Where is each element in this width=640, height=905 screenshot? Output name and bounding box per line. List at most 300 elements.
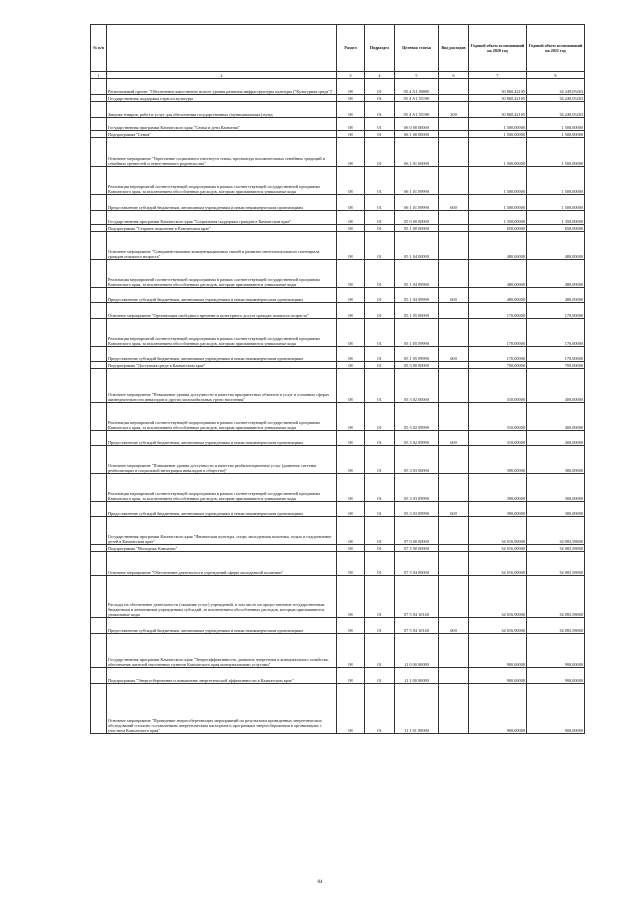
item-name: Предоставление субсидий бюджетным, автономным учреждениям и иным некоммерческим организациям	[107, 431, 337, 446]
colnum: 2	[107, 72, 337, 79]
razdel-cell: 08	[337, 95, 365, 102]
razdel-cell: 08	[337, 403, 365, 431]
amount-2020-cell: 900,00000	[469, 684, 527, 734]
table-row	[91, 431, 585, 446]
item-name: Подпрограмма "Энергосбережение и повышение энергетической эффективности в Камчатском крае"	[107, 668, 337, 684]
podrazdel-cell: 01	[365, 576, 395, 618]
amount-2020-cell: 170,00000	[469, 319, 527, 347]
amount-2021-cell: 650,00000	[527, 225, 585, 232]
header-row	[91, 25, 585, 72]
razdel-cell: 08	[337, 225, 365, 232]
tselevaya-cell: 11 1 01 00000	[395, 684, 439, 734]
podrazdel-cell: 01	[365, 211, 395, 225]
podrazdel-cell: 01	[365, 403, 395, 431]
tselevaya-cell: 06 1 01 00000	[395, 138, 439, 167]
table-row	[91, 474, 585, 502]
vid-cell: 600	[439, 431, 469, 446]
amount-2021-cell: 170,00000	[527, 319, 585, 347]
table-row	[91, 403, 585, 431]
amount-2020-cell: 700,00000	[469, 362, 527, 369]
amount-2020-cell: 900,00000	[469, 634, 527, 668]
table-row	[91, 517, 585, 545]
table-row	[91, 102, 585, 118]
vid-cell	[439, 576, 469, 618]
tselevaya-cell: 11 1 00 00000	[395, 668, 439, 684]
amount-2021-cell: 480,00000	[527, 260, 585, 288]
page-number: 84	[317, 880, 323, 885]
colnum: 5	[395, 72, 439, 79]
razdel-cell: 08	[337, 319, 365, 347]
podrazdel-cell: 01	[365, 102, 395, 118]
vid-cell	[439, 552, 469, 576]
podrazdel-cell: 01	[365, 167, 395, 195]
row-number	[91, 369, 107, 403]
table-row	[91, 211, 585, 225]
amount-2021-cell: 34 083,58800	[527, 576, 585, 618]
vid-cell	[439, 634, 469, 668]
item-name: Основное мероприятие "Организация свободного времени и культурного досуга граждан пожилого возраста"	[107, 303, 337, 319]
podrazdel-cell: 01	[365, 634, 395, 668]
tselevaya-cell: 07 5 00 00000	[395, 545, 439, 552]
table-row	[91, 79, 585, 95]
razdel-cell: 08	[337, 118, 365, 131]
row-number	[91, 618, 107, 634]
header-num: № п/п	[91, 25, 107, 72]
podrazdel-cell: 01	[365, 684, 395, 734]
amount-2020-cell: 390,00000	[469, 502, 527, 517]
razdel-cell: 08	[337, 167, 365, 195]
podrazdel-cell: 01	[365, 517, 395, 545]
razdel-cell: 08	[337, 303, 365, 319]
row-number	[91, 446, 107, 474]
podrazdel-cell: 01	[365, 362, 395, 369]
vid-cell	[439, 668, 469, 684]
amount-2020-cell: 480,00000	[469, 232, 527, 260]
vid-cell	[439, 118, 469, 131]
row-number	[91, 303, 107, 319]
podrazdel-cell: 01	[365, 260, 395, 288]
razdel-cell: 08	[337, 347, 365, 362]
colnum: 6	[439, 72, 469, 79]
tselevaya-cell: 05 1 00 00000	[395, 225, 439, 232]
amount-2020-cell: 34 016,90000	[469, 618, 527, 634]
vid-cell	[439, 446, 469, 474]
amount-2021-cell: 170,00000	[527, 303, 585, 319]
table-row	[91, 303, 585, 319]
amount-2020-cell: 34 016,90000	[469, 517, 527, 545]
amount-2020-cell: 310,00000	[469, 431, 527, 446]
colnum: 8	[527, 72, 585, 79]
amount-2020-cell: 310,00000	[469, 403, 527, 431]
item-name: Закупка товаров, работ и услуг для обеспечения государственных (муниципальных) нужд	[107, 102, 337, 118]
podrazdel-cell: 01	[365, 552, 395, 576]
razdel-cell: 08	[337, 474, 365, 502]
item-name: Предоставление субсидий бюджетным, автономным учреждениям и иным некоммерческим организациям	[107, 195, 337, 211]
item-name: Подпрограмма "Семья"	[107, 131, 337, 138]
vid-cell: 200	[439, 102, 469, 118]
amount-2020-cell: 1 500,00000	[469, 118, 527, 131]
row-number	[91, 347, 107, 362]
razdel-cell: 08	[337, 131, 365, 138]
razdel-cell: 08	[337, 288, 365, 303]
item-name: Основное мероприятие "Укрепление социального института семьи, пропаганда положительных семейных традиций и семейных ценностей и ответственного родительства"	[107, 138, 337, 167]
table-row	[91, 446, 585, 474]
item-name: Основное мероприятие "Повышение уровня доступности и качества приоритетных объектов и услуг в основных сферах жизнедеятельности инвалидов и других маломобильных групп населения"	[107, 369, 337, 403]
amount-2020-cell: 310,00000	[469, 369, 527, 403]
row-number	[91, 260, 107, 288]
tselevaya-cell: 05 4 А1 55190	[395, 95, 439, 102]
amount-2020-cell: 1 500,00000	[469, 195, 527, 211]
row-number	[91, 474, 107, 502]
header-podrazdel: Подраздел	[365, 25, 395, 72]
vid-cell	[439, 545, 469, 552]
amount-2021-cell: 34 083,58800	[527, 545, 585, 552]
tselevaya-cell: 06 1 00 00000	[395, 131, 439, 138]
amount-2020-cell: 30 860,42105	[469, 102, 527, 118]
row-number	[91, 225, 107, 232]
tselevaya-cell: 05 4 А1 00000	[395, 79, 439, 95]
item-name: Государственная поддержка отрасли культуры	[107, 95, 337, 102]
amount-2021-cell: 900,00000	[527, 634, 585, 668]
table-row	[91, 576, 585, 618]
table-row	[91, 502, 585, 517]
vid-cell	[439, 362, 469, 369]
table-row	[91, 95, 585, 102]
podrazdel-cell: 01	[365, 195, 395, 211]
table-row	[91, 545, 585, 552]
vid-cell	[439, 369, 469, 403]
razdel-cell: 08	[337, 634, 365, 668]
table-row	[91, 225, 585, 232]
amount-2021-cell: 1 500,00000	[527, 118, 585, 131]
amount-2020-cell: 1 500,00000	[469, 138, 527, 167]
table-row	[91, 288, 585, 303]
razdel-cell: 08	[337, 138, 365, 167]
row-number	[91, 131, 107, 138]
amount-2020-cell: 1 500,00000	[469, 167, 527, 195]
razdel-cell: 08	[337, 195, 365, 211]
razdel-cell: 08	[337, 446, 365, 474]
item-name: Государственная программа Камчатского края "Социальная поддержка граждан в Камчатском крае"	[107, 211, 337, 225]
razdel-cell: 08	[337, 618, 365, 634]
vid-cell	[439, 211, 469, 225]
amount-2021-cell: 300,00000	[527, 446, 585, 474]
table-row	[91, 684, 585, 734]
amount-2021-cell: 34 083,58800	[527, 517, 585, 545]
row-number	[91, 138, 107, 167]
razdel-cell: 08	[337, 232, 365, 260]
tselevaya-cell: 05 1 04 00000	[395, 232, 439, 260]
amount-2020-cell: 650,00000	[469, 225, 527, 232]
row-number	[91, 118, 107, 131]
tselevaya-cell: 05 3 03 09990	[395, 474, 439, 502]
amount-2021-cell: 1 500,00000	[527, 195, 585, 211]
vid-cell: 600	[439, 195, 469, 211]
tselevaya-cell: 06 1 01 09990	[395, 195, 439, 211]
podrazdel-cell: 01	[365, 303, 395, 319]
tselevaya-cell: 05 3 03 09990	[395, 502, 439, 517]
vid-cell	[439, 474, 469, 502]
podrazdel-cell: 01	[365, 225, 395, 232]
tselevaya-cell: 05 3 02 00000	[395, 369, 439, 403]
tselevaya-cell: 05 3 02 09990	[395, 431, 439, 446]
item-name: Реализация мероприятий соответствующей подпрограммы в рамках соответствующей государственной программы Камчатского края, за исключением обособленных расходов, которым присваиваются уникальные коды	[107, 403, 337, 431]
header-vid: Вид расходов	[439, 25, 469, 72]
vid-cell	[439, 225, 469, 232]
row-number	[91, 403, 107, 431]
razdel-cell: 08	[337, 552, 365, 576]
vid-cell: 600	[439, 502, 469, 517]
item-name: Реализация мероприятий соответствующей подпрограммы в рамках соответствующей государственной программы Камчатского края, за исключением обособленных расходов, которым присваиваются уникальные коды	[107, 260, 337, 288]
amount-2021-cell: 34 249,05263	[527, 79, 585, 95]
amount-2021-cell: 1 500,00000	[527, 167, 585, 195]
amount-2021-cell: 34 083,58800	[527, 552, 585, 576]
razdel-cell: 08	[337, 684, 365, 734]
header-2021: Годовой объем ассигнований на 2021 год	[527, 25, 585, 72]
row-number	[91, 634, 107, 668]
row-number	[91, 362, 107, 369]
vid-cell	[439, 517, 469, 545]
tselevaya-cell: 05 1 04 09990	[395, 260, 439, 288]
row-number	[91, 545, 107, 552]
podrazdel-cell: 01	[365, 545, 395, 552]
amount-2020-cell: 1 500,00000	[469, 131, 527, 138]
amount-2021-cell: 34 249,05263	[527, 102, 585, 118]
budget-table	[90, 24, 585, 734]
table-row	[91, 260, 585, 288]
tselevaya-cell: 05 0 00 00000	[395, 211, 439, 225]
amount-2020-cell: 900,00000	[469, 668, 527, 684]
podrazdel-cell: 01	[365, 138, 395, 167]
razdel-cell: 08	[337, 362, 365, 369]
item-name: Подпрограмма "Старшее поколение в Камчатском крае"	[107, 225, 337, 232]
amount-2020-cell: 480,00000	[469, 288, 527, 303]
tselevaya-cell: 07 5 04 00000	[395, 552, 439, 576]
amount-2021-cell: 900,00000	[527, 684, 585, 734]
podrazdel-cell: 01	[365, 369, 395, 403]
amount-2021-cell: 400,00000	[527, 403, 585, 431]
podrazdel-cell: 01	[365, 79, 395, 95]
amount-2021-cell: 480,00000	[527, 288, 585, 303]
tselevaya-cell: 05 3 03 00000	[395, 446, 439, 474]
amount-2021-cell: 1 500,00000	[527, 131, 585, 138]
colnum: 3	[337, 72, 365, 79]
item-name: Основное мероприятие "Обеспечение деятельности учреждений сферы молодежной политики"	[107, 552, 337, 576]
row-number	[91, 319, 107, 347]
vid-cell	[439, 232, 469, 260]
tselevaya-cell: 05 3 02 09990	[395, 403, 439, 431]
amount-2020-cell: 34 016,90000	[469, 545, 527, 552]
tselevaya-cell: 06 0 00 00000	[395, 118, 439, 131]
vid-cell	[439, 79, 469, 95]
vid-cell	[439, 260, 469, 288]
tselevaya-cell: 05 1 05 09990	[395, 347, 439, 362]
amount-2020-cell: 34 016,90000	[469, 552, 527, 576]
razdel-cell: 08	[337, 502, 365, 517]
item-name: Основное мероприятие "Совершенствование коммуникационных связей и развитие интеллектуального потенциала граждан пожилого возраста"	[107, 232, 337, 260]
razdel-cell: 08	[337, 517, 365, 545]
table-row	[91, 319, 585, 347]
table-row	[91, 618, 585, 634]
podrazdel-cell: 01	[365, 618, 395, 634]
item-name: Предоставление субсидий бюджетным, автономным учреждениям и иным некоммерческим организациям	[107, 288, 337, 303]
amount-2020-cell: 170,00000	[469, 303, 527, 319]
podrazdel-cell: 01	[365, 288, 395, 303]
item-name: Подпрограмма "Доступная среда в Камчатском крае"	[107, 362, 337, 369]
razdel-cell: 08	[337, 102, 365, 118]
razdel-cell: 08	[337, 545, 365, 552]
razdel-cell: 08	[337, 431, 365, 446]
item-name: Основное мероприятие "Проведение энергосберегающих мероприятий по результатам проведенных энергетических обследований согласно составленным энергетическим паспортам и программам энергосбережения в организациях с участием Камчатского края"	[107, 684, 337, 734]
tselevaya-cell: 05 1 05 09990	[395, 319, 439, 347]
amount-2020-cell: 390,00000	[469, 446, 527, 474]
table-row	[91, 369, 585, 403]
podrazdel-cell: 01	[365, 431, 395, 446]
column-numbers-row	[91, 72, 585, 79]
amount-2020-cell: 480,00000	[469, 260, 527, 288]
item-name: Основное мероприятие "Повышение уровня доступности и качества реабилитационных услуг (развитие системы реабилитации и социальной интеграции инвалидов в общество)"	[107, 446, 337, 474]
row-number	[91, 668, 107, 684]
amount-2021-cell: 1 350,00000	[527, 211, 585, 225]
item-name: Региональный проект "Обеспечение качественно нового уровня развития инфраструктуры культуры ("Культурная среда")"	[107, 79, 337, 95]
row-number	[91, 79, 107, 95]
table-row	[91, 232, 585, 260]
header-tselevaya: Целевая статья	[395, 25, 439, 72]
row-number	[91, 502, 107, 517]
row-number	[91, 517, 107, 545]
row-number	[91, 288, 107, 303]
vid-cell	[439, 95, 469, 102]
vid-cell	[439, 138, 469, 167]
vid-cell	[439, 131, 469, 138]
razdel-cell: 08	[337, 369, 365, 403]
colnum: 4	[365, 72, 395, 79]
podrazdel-cell: 01	[365, 502, 395, 517]
podrazdel-cell: 01	[365, 347, 395, 362]
table-row	[91, 362, 585, 369]
amount-2020-cell: 30 860,42105	[469, 95, 527, 102]
table-row	[91, 347, 585, 362]
tselevaya-cell: 05 4 А1 55190	[395, 102, 439, 118]
header-2020: Годовой объем ассигнований на 2020 год	[469, 25, 527, 72]
item-name: Реализация мероприятий соответствующей подпрограммы в рамках соответствующей государственной программы Камчатского края, за исключением обособленных расходов, которым присваиваются уникальные коды	[107, 319, 337, 347]
tselevaya-cell: 07 5 04 10140	[395, 576, 439, 618]
vid-cell: 600	[439, 347, 469, 362]
item-name: Государственная программа Камчатского края "Физическая культура, спорт, молодежная политика, отдых и оздоровление детей в Камчатском крае"	[107, 517, 337, 545]
row-number	[91, 167, 107, 195]
vid-cell	[439, 319, 469, 347]
vid-cell: 600	[439, 288, 469, 303]
colnum: 7	[469, 72, 527, 79]
podrazdel-cell: 01	[365, 446, 395, 474]
vid-cell: 600	[439, 618, 469, 634]
item-name: Реализация мероприятий соответствующей подпрограммы в рамках соответствующей государственной программы Камчатского края, за исключением обособленных расходов, которым присваиваются уникальные коды	[107, 167, 337, 195]
row-number	[91, 95, 107, 102]
row-number	[91, 684, 107, 734]
amount-2021-cell: 400,00000	[527, 431, 585, 446]
tselevaya-cell: 06 1 01 09990	[395, 167, 439, 195]
amount-2020-cell: 1 350,00000	[469, 211, 527, 225]
table-body	[91, 79, 585, 734]
row-number	[91, 232, 107, 260]
table-row	[91, 195, 585, 211]
amount-2021-cell: 34 249,05263	[527, 95, 585, 102]
podrazdel-cell: 01	[365, 131, 395, 138]
table-row	[91, 634, 585, 668]
item-name: Предоставление субсидий бюджетным, автономным учреждениям и иным некоммерческим организациям	[107, 502, 337, 517]
amount-2020-cell: 30 860,42105	[469, 79, 527, 95]
razdel-cell: 08	[337, 260, 365, 288]
tselevaya-cell: 07 0 00 00000	[395, 517, 439, 545]
tselevaya-cell: 11 0 00 00000	[395, 634, 439, 668]
amount-2020-cell: 34 016,90000	[469, 576, 527, 618]
item-name: Расходы на обеспечение деятельности (оказание услуг) учреждений, в том числе на предоставление государственным бюджетным и автономным учреждениям субсидий, за исключением обособленных расходов, которым присваиваются уникальные коды	[107, 576, 337, 618]
header-razdel: Раздел	[337, 25, 365, 72]
podrazdel-cell: 01	[365, 319, 395, 347]
amount-2021-cell: 400,00000	[527, 369, 585, 403]
header-name	[107, 25, 337, 72]
tselevaya-cell: 07 5 04 10140	[395, 618, 439, 634]
amount-2021-cell: 170,00000	[527, 347, 585, 362]
amount-2020-cell: 390,00000	[469, 474, 527, 502]
item-name: Предоставление субсидий бюджетным, автономным учреждениям и иным некоммерческим организациям	[107, 618, 337, 634]
tselevaya-cell: 05 3 00 00000	[395, 362, 439, 369]
razdel-cell: 08	[337, 211, 365, 225]
item-name: Реализация мероприятий соответствующей подпрограммы в рамках соответствующей государственной программы Камчатского края, за исключением обособленных расходов, которым присваиваются уникальные коды	[107, 474, 337, 502]
podrazdel-cell: 01	[365, 118, 395, 131]
amount-2021-cell: 300,00000	[527, 474, 585, 502]
table-row	[91, 668, 585, 684]
table-row	[91, 552, 585, 576]
tselevaya-cell: 05 1 04 09990	[395, 288, 439, 303]
vid-cell	[439, 167, 469, 195]
vid-cell	[439, 303, 469, 319]
row-number	[91, 576, 107, 618]
table-row	[91, 118, 585, 131]
item-name: Государственная программа Камчатского края "Энергоэффективность, развитие энергетики и коммунального хозяйства, обеспечение жителей населенных пунктов Камчатского края коммунальными услугами"	[107, 634, 337, 668]
razdel-cell: 08	[337, 79, 365, 95]
item-name: Предоставление субсидий бюджетным, автономным учреждениям и иным некоммерческим организациям	[107, 347, 337, 362]
row-number	[91, 431, 107, 446]
podrazdel-cell: 01	[365, 232, 395, 260]
table-row	[91, 131, 585, 138]
podrazdel-cell: 01	[365, 95, 395, 102]
razdel-cell: 08	[337, 576, 365, 618]
amount-2021-cell: 34 083,58800	[527, 618, 585, 634]
item-name: Подпрограмма "Молодежь Камчатки"	[107, 545, 337, 552]
row-number	[91, 552, 107, 576]
item-name: Государственная программа Камчатского края "Семья и дети Камчатки"	[107, 118, 337, 131]
row-number	[91, 195, 107, 211]
vid-cell	[439, 684, 469, 734]
vid-cell	[439, 403, 469, 431]
table-row	[91, 167, 585, 195]
podrazdel-cell: 01	[365, 474, 395, 502]
razdel-cell: 08	[337, 668, 365, 684]
colnum: 1	[91, 72, 107, 79]
row-number	[91, 102, 107, 118]
table-row	[91, 138, 585, 167]
podrazdel-cell: 01	[365, 668, 395, 684]
amount-2021-cell: 1 500,00000	[527, 138, 585, 167]
amount-2020-cell: 170,00000	[469, 347, 527, 362]
tselevaya-cell: 05 1 05 00000	[395, 303, 439, 319]
row-number	[91, 211, 107, 225]
amount-2021-cell: 300,00000	[527, 502, 585, 517]
amount-2021-cell: 900,00000	[527, 668, 585, 684]
amount-2021-cell: 700,00000	[527, 362, 585, 369]
amount-2021-cell: 480,00000	[527, 232, 585, 260]
